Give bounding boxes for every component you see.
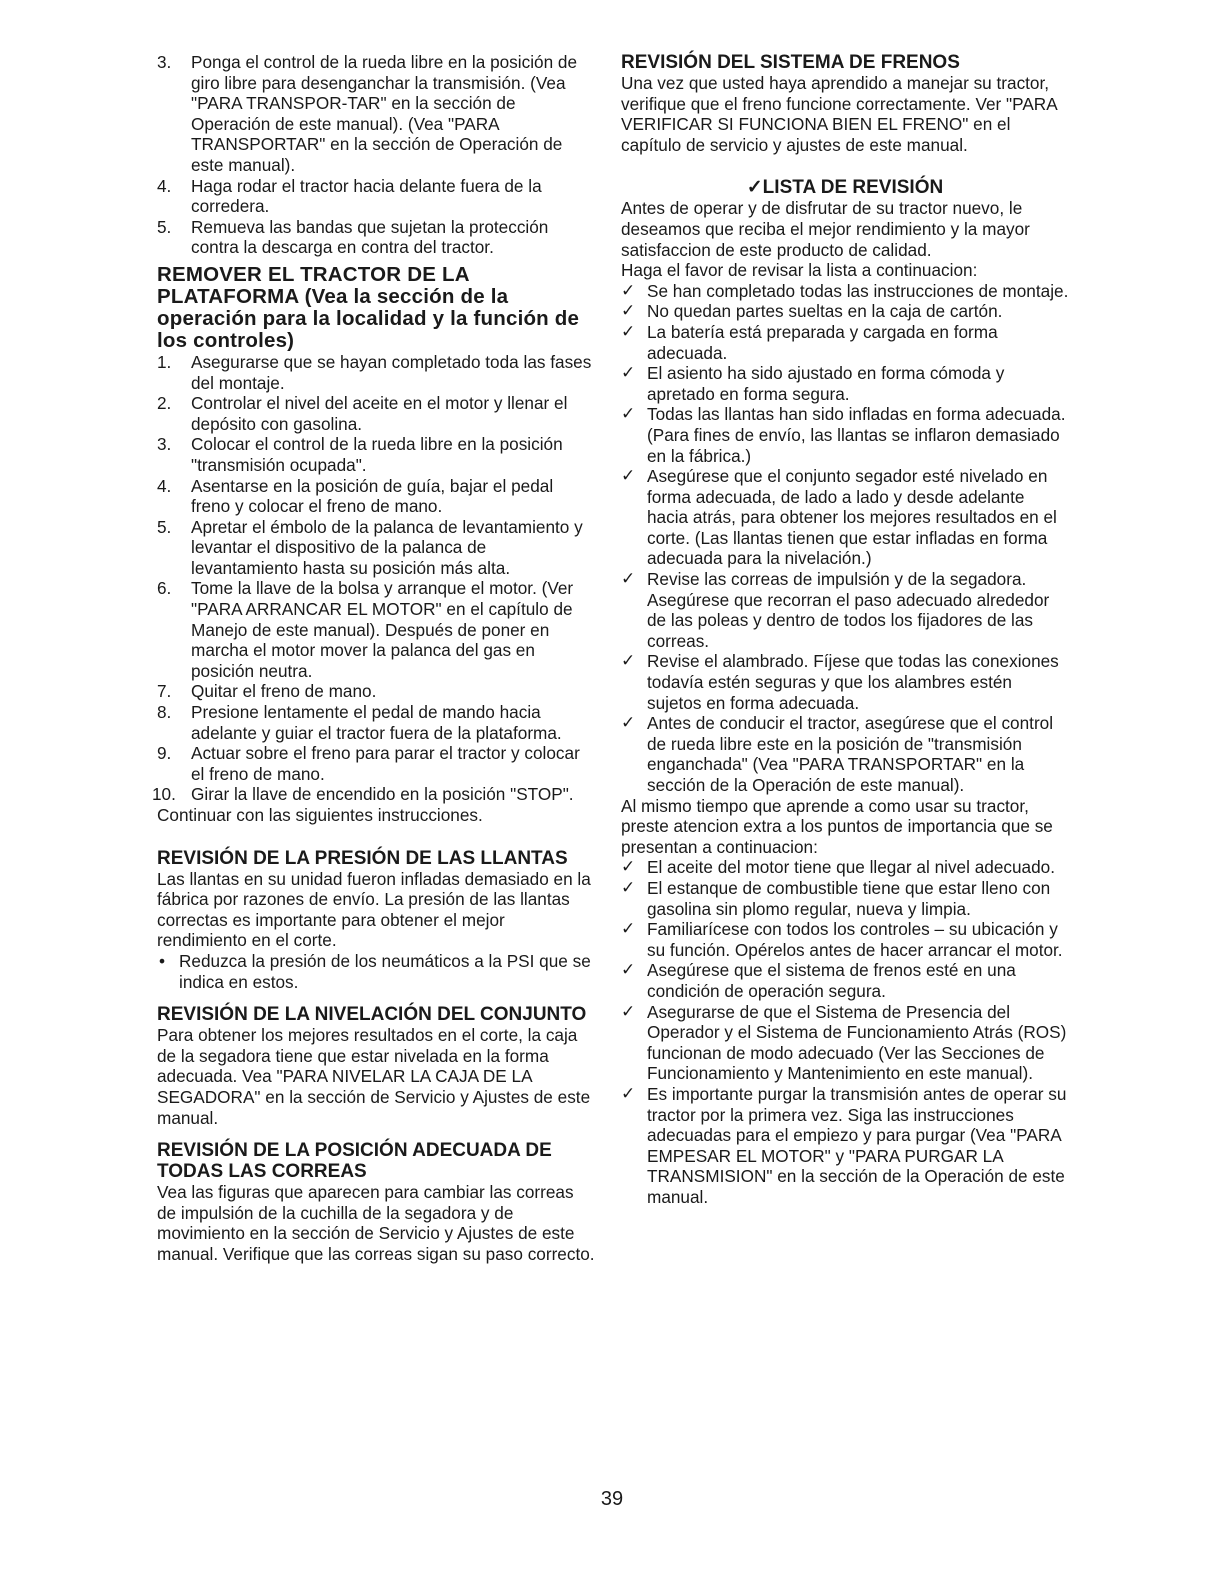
list-item: 10. Girar la llave de encendido en la posición "STOP".: [152, 784, 574, 805]
checkmark-icon: ✓: [621, 960, 636, 980]
checkmark-icon: ✓: [621, 877, 636, 897]
list-item: ✓ El aceite del motor tiene que llegar al nivel adecuado.: [621, 857, 1055, 878]
checklist: [621, 281, 1069, 796]
list-item: ✓ Todas las llantas han sido infladas en forma adecuada. (Para fines de envío, las llantas se inflaron demasiado en la fábrica.): [621, 404, 1066, 466]
list-item: ✓ Asegúrese que el sistema de frenos esté en una condición de operación segura.: [621, 960, 1016, 1001]
checkmark-icon: ✓: [621, 713, 636, 733]
right-column: [621, 52, 1069, 1207]
list-item: ✓ Familiarícese con todos los controles – su ubicación y su función. Opérelos antes de hacer arrancar el motor.: [621, 919, 1063, 960]
remover-steps: [152, 351, 597, 805]
frenos-heading: REVISIÓN DEL SISTEMA DE FRENOS: [621, 52, 960, 73]
checkmark-icon: ✓: [621, 363, 636, 383]
list-item: ✓ Asegúrese que el conjunto segador esté nivelado en forma adecuada, de lado a lado y desde adelante hacia atrás, para obtener los mejores resultados en el corte. (Las llantas tienen que estar infladas en forma adecuada para la nivelación.): [621, 466, 1057, 569]
list-item: ✓ Asegurarse de que el Sistema de Presencia del Operador y el Sistema de Funcionamiento Atrás (ROS) funcionan de modo adecuado (Ver las Secciones de Funcionamiento y Mantenimiento en este manual).: [621, 1001, 1067, 1084]
list-item: ✓ El asiento ha sido ajustado en forma cómoda y apretado en forma segura.: [621, 363, 1005, 404]
list-item: ✓ No quedan partes sueltas en la caja de cartón.: [621, 301, 1003, 322]
list-item: ✓ Revise el alambrado. Fíjese que todas las conexiones todavía estén seguras y que los alambres estén sujetos en forma adecuada.: [621, 651, 1059, 713]
checkmark-icon: ✓: [621, 321, 636, 341]
checkmark-icon: ✓: [621, 857, 636, 877]
checkmark-icon: ✓: [621, 280, 636, 300]
list-item: 4. Asentarse en la posición de guía, bajar el pedal freno y colocar el freno de mano.: [157, 475, 554, 517]
list-item: 5. Apretar el émbolo de la palanca de levantamiento y levantar el dispositivo de la palanca de levantamiento hasta su posición más alta.: [157, 516, 583, 578]
checkmark-icon: ✓: [621, 919, 636, 939]
list-item: ✓ Antes de conducir el tractor, asegúrese que el control de rueda libre este en la posición de "transmisión enganchada" (Vea "PARA TRANSPORTAR" en la sección de la Operación de este manual).: [621, 713, 1054, 795]
remover-heading: REMOVER EL TRACTOR DE LA PLATAFORMA (Vea la sección de la operación para la localidad y la función de los controles): [157, 262, 580, 352]
list-item: 1. Asegurarse que se hayan completado toda las fases del montaje.: [157, 351, 592, 393]
checkmark-icon: ✓: [621, 404, 636, 424]
presion-text: Las llantas en su unidad fueron infladas demasiado en la fábrica por razones de envío. La presión de las llantas correctas es importante para obtener el mejor rendimiento en el corte.: [157, 868, 591, 951]
nivelacion-heading: REVISIÓN DE LA NIVELACIÓN DEL CONJUNTO: [157, 1004, 587, 1026]
list-item: 4. Haga rodar el tractor hacia delante fuera de la corredera.: [157, 175, 542, 217]
list-item: 8. Presione lentamente el pedal de mando hacia adelante y guiar el tractor fuera de la plataforma.: [157, 702, 562, 743]
frenos-text: Una vez que usted haya aprendido a manejar su tractor, verifique que el freno funcione correctamente. Ver "PARA VERIFICAR SI FUNCIONA BIEN EL FRENO" en el capítulo de servicio y ajustes de este manual.: [621, 73, 1057, 155]
list-item: 9. Actuar sobre el freno para parar el tractor y colocar el freno de mano.: [157, 743, 580, 784]
intro-steps: [157, 52, 597, 258]
presion-bullets: [157, 951, 597, 992]
list-item: • Reduzca la presión de los neumáticos a la PSI que se indica en estos.: [159, 950, 591, 992]
checklist-2: [621, 857, 1069, 1207]
bullet-icon: •: [159, 950, 166, 971]
page-number: 39: [600, 1488, 624, 1510]
list-item: 3. Colocar el control de la rueda libre en la posición "transmisión ocupada".: [157, 434, 563, 475]
remover-closing: Continuar con las siguientes instrucciones.: [157, 805, 483, 825]
lista-lead: Haga el favor de revisar la lista a continuacion:: [621, 260, 978, 281]
presion-heading: REVISIÓN DE LA PRESIÓN DE LAS LLANTAS: [157, 847, 568, 869]
list-item: ✓ El estanque de combustible tiene que estar lleno con gasolina sin plomo regular, nueva y limpia.: [621, 877, 1051, 919]
list-item: 5. Remueva las bandas que sujetan la protección contra la descarga en contra del tractor.: [157, 216, 549, 258]
checkmark-icon: ✓: [621, 1001, 636, 1021]
list-item: 7. Quitar el freno de mano.: [157, 681, 377, 702]
list-item: ✓ La batería está preparada y cargada en forma adecuada.: [621, 321, 998, 363]
list-item: ✓ Es importante purgar la transmisión antes de operar su tractor por la primera vez. Siga las instrucciones adecuadas para el empiezo y para purgar (Vea "PARA EMPESAR EL MOTOR" y "PARA PURGAR LA TRANSMISION" en la sección de la Operación de este manual.: [621, 1083, 1067, 1207]
list-item: 2. Controlar el nivel del aceite en el motor y llenar el depósito con gasolina.: [157, 393, 568, 434]
lista-heading: ✓LISTA DE REVISIÓN: [746, 177, 944, 199]
lista-intro: Antes de operar y de disfrutar de su tractor nuevo, le deseamos que reciba el mejor rendimiento y la mayor satisfaccion de este producto de calidad.: [621, 198, 1030, 260]
left-column: [152, 52, 597, 1265]
correas-heading: REVISIÓN DE LA POSICIÓN ADECUADA DE TODAS LAS CORREAS: [157, 1140, 552, 1183]
list-item: ✓ Se han completado todas las instrucciones de montaje.: [621, 280, 1069, 301]
checkmark-icon: ✓: [621, 466, 636, 486]
checkmark-icon: ✓: [621, 569, 636, 589]
lista-middle: Al mismo tiempo que aprende a como usar su tractor, preste atencion extra a los puntos de importancia que se presentan a continuacion:: [621, 795, 1053, 857]
correas-text: Vea las figuras que aparecen para cambiar las correas de impulsión de la cuchilla de la segadora y de movimiento en la sección de Servicio y Ajustes de este manual. Verifique que las correas sigan su paso correcto.: [157, 1182, 595, 1264]
checkmark-icon: ✓: [621, 651, 636, 671]
nivelacion-text: Para obtener los mejores resultados en el corte, la caja de la segadora tiene que estar nivelada en la forma adecuada. Vea "PARA NIVELAR LA CAJA DE LA SEGADORA" en la sección de Servicio y Ajustes de este manual.: [157, 1025, 591, 1128]
list-item: ✓ Revise las correas de impulsión y de la segadora. Asegúrese que recorran el paso adecuado alrededor de las poleas y dentro de todos los fijadores de las correas.: [621, 569, 1050, 651]
checkmark-icon: ✓: [621, 1083, 636, 1103]
list-item: 3. Ponga el control de la rueda libre en la posición de giro libre para desenganchar la transmisión. (Vea "PARA TRANSPOR-TAR" en la sección de Operación de este manual). (Vea "PARA TRANSPORTAR" en la sección de Operación de este manual).: [157, 52, 578, 175]
checkmark-icon: ✓: [621, 301, 636, 321]
list-item: 6. Tome la llave de la bolsa y arranque el motor. (Ver "PARA ARRANCAR EL MOTOR" en el capítulo de Manejo de este manual). Después de poner en marcha el motor mover la palanca del gas en posición neutra.: [157, 578, 574, 681]
